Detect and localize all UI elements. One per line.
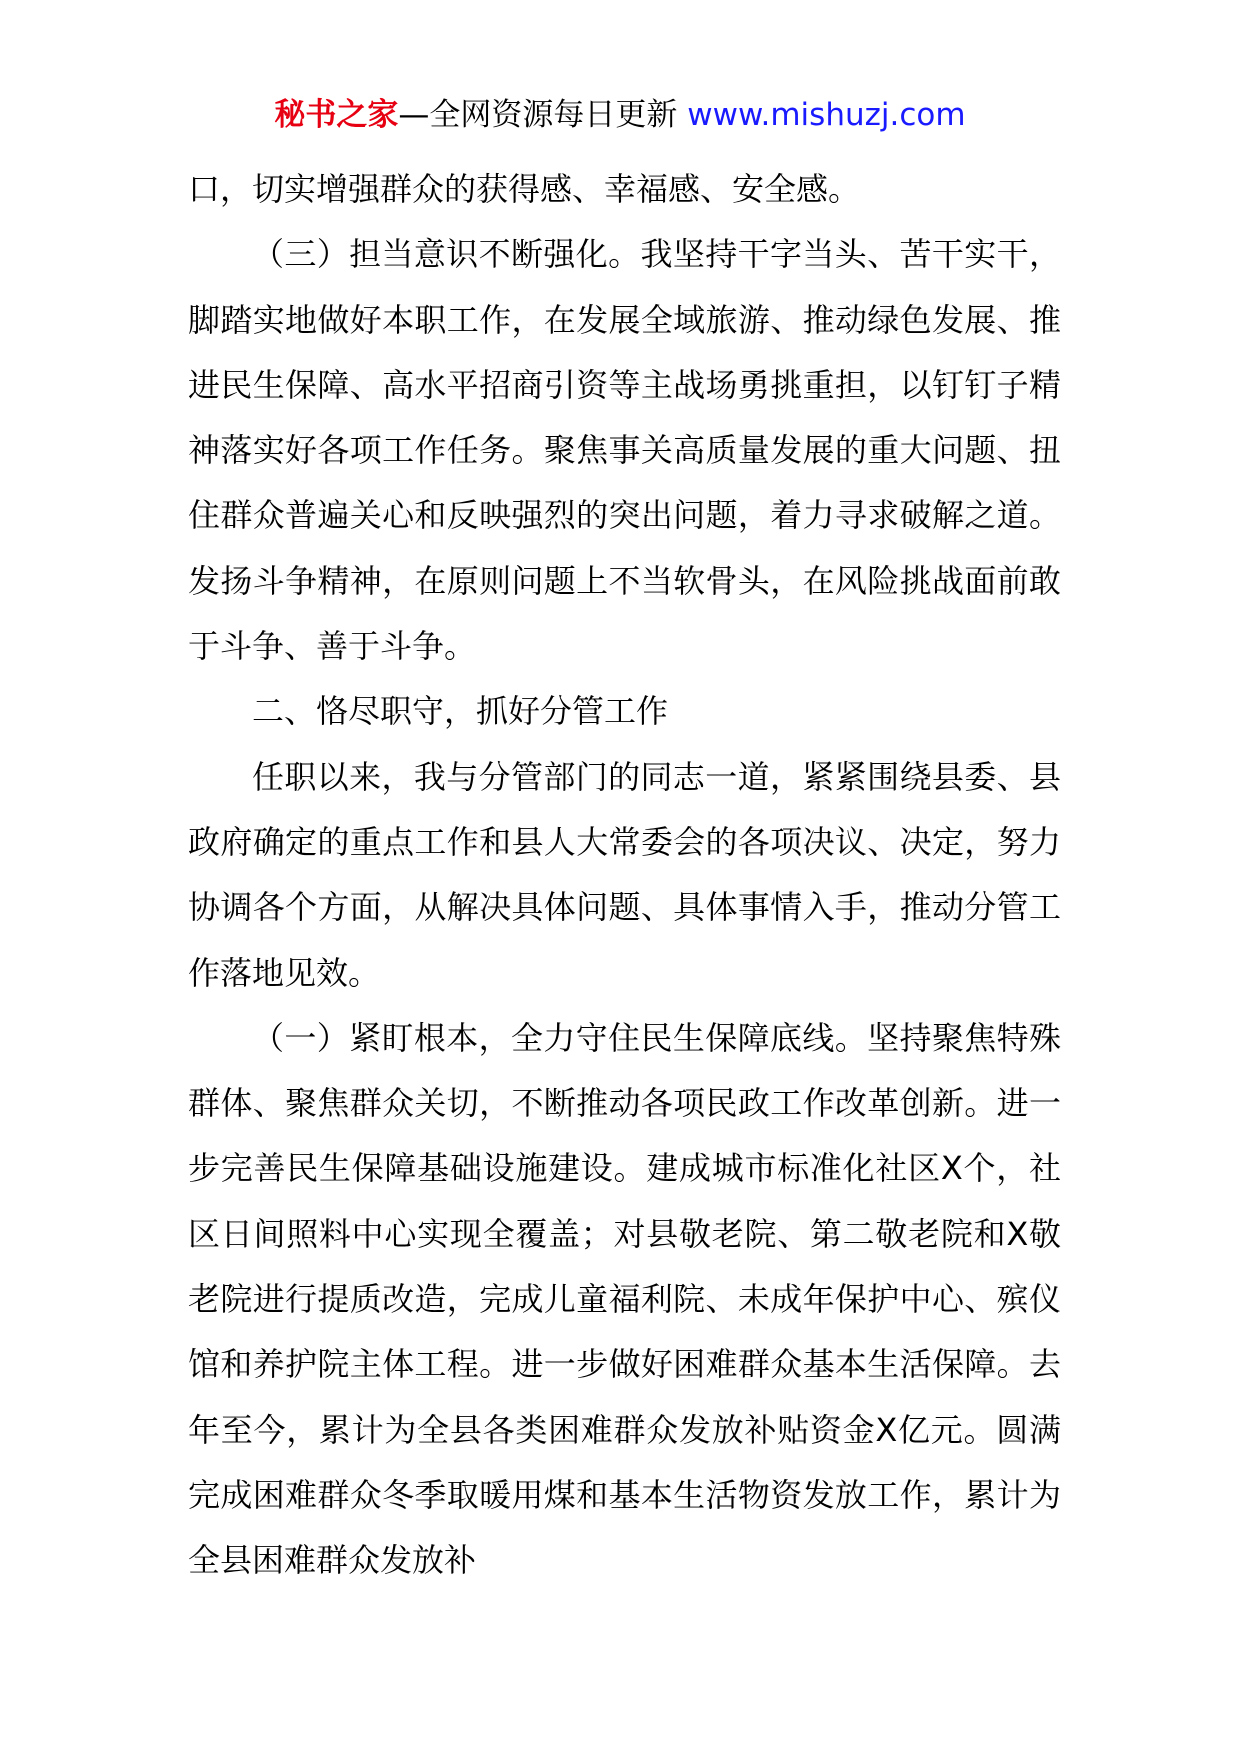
site-url-link[interactable]: www.mishuzj.com: [687, 97, 966, 133]
paragraph-section-3: （三）担当意识不断强化。我坚持干字当头、苦干实干，脚踏实地做好本职工作，在发展全域旅游、推动绿色发展、推进民生保障、高水平招商引资等主战场勇挑重担，以钉钉子精神落实好各项工作任务。聚焦事关高质量发展的重大问题、扭住群众普遍关心和反映强烈的突出问题，着力寻求破解之道。发扬斗争精神，在原则问题上不当软骨头，在风险挑战面前敢于斗争、善于斗争。: [188, 235, 1061, 666]
brand-name: 秘书之家: [274, 97, 399, 133]
paragraph-intro: 任职以来，我与分管部门的同志一道，紧紧围绕县委、县政府确定的重点工作和县人大常委会的各项决议、决定，努力协调各个方面，从解决具体问题、具体事情入手，推动分管工作落地见效。: [188, 757, 1061, 992]
paragraph-continuation: 口，切实增强群众的获得感、幸福感、安全感。: [188, 170, 861, 208]
section-heading-2: 二、恪尽职守，抓好分管工作: [252, 692, 669, 731]
header-tagline: —全网资源每日更新: [398, 97, 688, 133]
document-body: [188, 157, 1061, 1594]
paragraph-subsection-1: （一）紧盯根本，全力守住民生保障底线。坚持聚焦特殊群体、聚焦群众关切，不断推动各项民政工作改革创新。进一步完善民生保障基础设施建设。建成城市标准化社区X个，社区日间照料中心实现全覆盖；对县敬老院、第二敬老院和X敬老院进行提质改造，完成儿童福利院、未成年保护中心、殡仪馆和养护院主体工程。进一步做好困难群众基本生活保障。去年至今，累计为全县各类困难群众发放补贴资金X亿元。圆满完成困难群众冬季取暖用煤和基本生活物资发放工作，累计为全县困难群众发放补: [188, 1018, 1061, 1580]
page-header: [0, 90, 1240, 140]
